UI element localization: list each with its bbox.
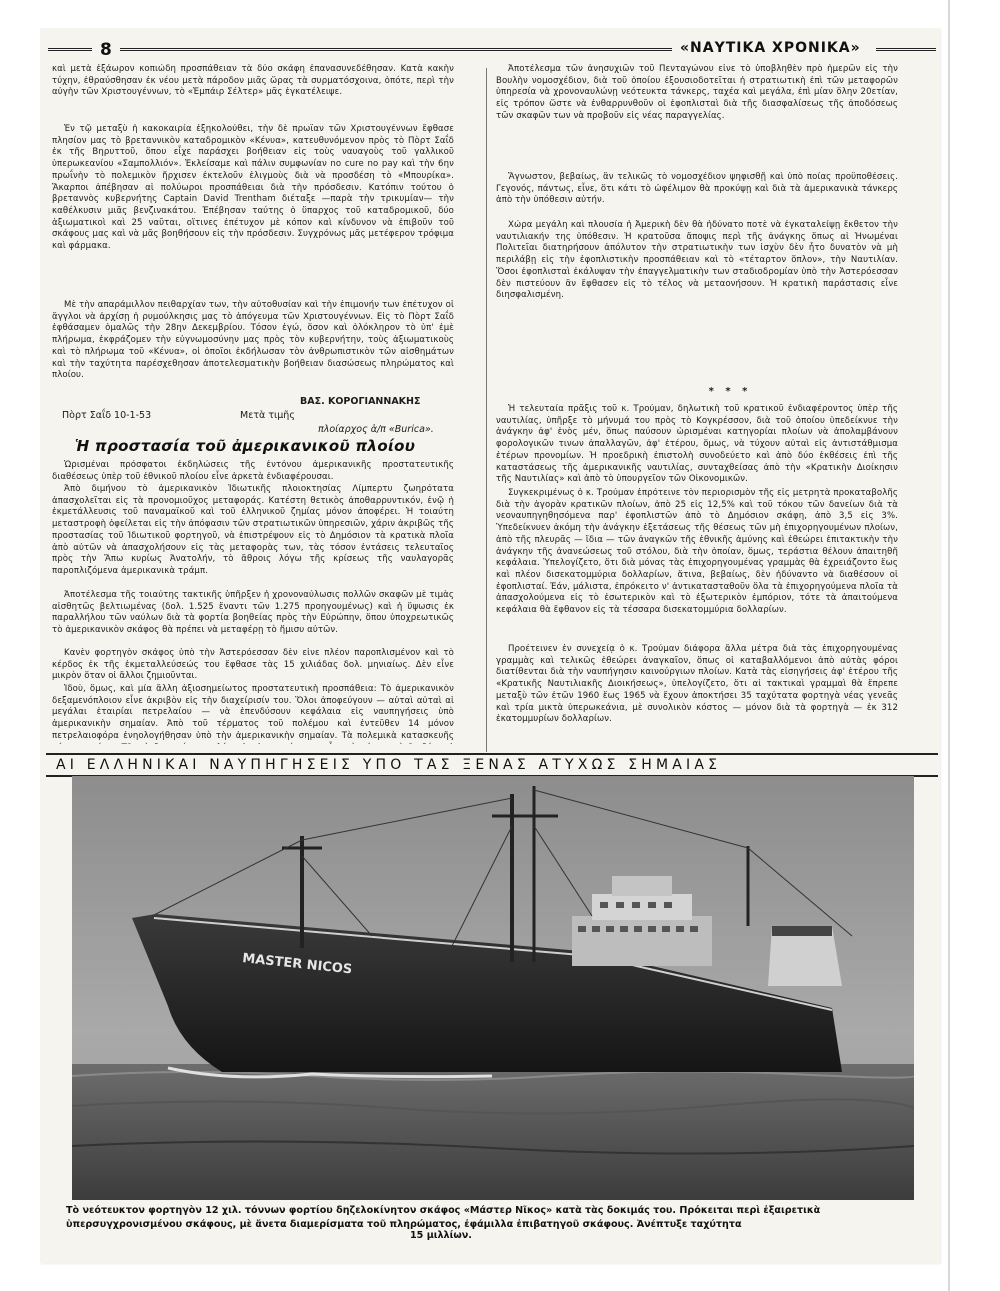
article-left-column (52, 460, 454, 744)
article-paragraph: Ἡ τελευταία πρᾶξις τοῦ κ. Τρούμαν, δηλωτικὴ τοῦ κρατικοῦ ἐνδιαφέροντος ὑπὲρ τῆς ναυτιλίας, ὑπῆρξε τὸ μήνυμά του πρὸς τὸ Κογκρέσσον, διὰ τοῦ ὁποίου ὑπεδείκνυε τὴν ἀνάγκην ἀφ' ἑνὸς μέν, ὅπως παύσουν ὡρισμέναι κατηγορίαι πλοίων νὰ ἀπολαμβάνουν φορολογικῶν τινων ἀπαλλαγῶν, ἀφ' ἑτέρου, ὅμως, νὰ τύχουν αὐταὶ εἰς ἀντιστάθμισμα ἑτέρων προνομίων. Ἡ προεδρικὴ ἐπιστολὴ συνοδεύετο καὶ ἀπὸ δύο ἐκθέσεις ἐπὶ τῆς καταστάσεως τῆς ἀμερικανικῆς ναυτιλίας, συνταχθείσας ἀπὸ τὴν «Κρατικὴν Διοίκησιν τῆς Ναυτιλίας» καὶ ἀπὸ τὸ ὑπουργεῖον τῶν Οἰκονομικῶν. (496, 404, 898, 485)
letter-paragraph: Μὲ τὴν απαράμιλλον πειθαρχίαν των, τὴν αὐτοθυσίαν καὶ τὴν ἐπιμονήν των ἐπέτυχον οἱ ἄγγλοι νὰ ἀρχίσῃ ἡ ρυμούλκησις μας τὸ ἀπόγευμα τῶν Χριστουγέννων. Εἰς τὸ Πὸρτ Σαΐδ ἐφθάσαμεν ὁμαλῶς τὴν 28ην Δεκεμβρίου. Τόσον ἐγώ, ὅσον καὶ ὁλόκληρον τὸ ὑπ' ἐμὲ πλήρωμα, ἐκφράζομεν τὴν εὐγνωμοσύνην μας πρὸς τὸν κυβερνήτην, τοὺς ἀξιωματικοὺς καὶ τὸ πλήρωμα τοῦ «Κένυα», οἱ ὁποῖοι ἐκδήλωσαν τὸν ἀνθρωπιστικὸν τῶν αἰσθημάτων καὶ τὴν ταχύτητα παρέσχεθησαν ἀποτελεσματικὴν βοήθειαν διασώσεως πληρώματος καὶ πλοίου. (52, 300, 454, 381)
article-paragraph: Προέτεινεν ἐν συνεχείᾳ ὁ κ. Τρούμαν διάφορα ἄλλα μέτρα διὰ τὰς ἐπιχορηγουμένας γραμμὰς καὶ τελικῶς ἐθεώρει ἀναγκαῖον, ὅπως οἱ καταβαλλόμενοι ἀπὸ αὐτὰς φόροι διατίθενται διὰ τὴν ναυπήγησιν καινούργιων πλοίων. Κατὰ τὰς εἰσηγήσεις ἀφ' ἑτέρου τῆς «Κρατικῆς Ναυτιλιακῆς Διοικήσεως», ὑπελογίζετο, ὅτι αἱ τακτικαὶ γραμμαὶ θὰ ἔπρεπε μεταξὺ τῶν ἐτῶν 1960 ἕως 1965 νὰ ἔχουν ἀποκτήσει 35 ταχύτατα φορτηγὰ νέας γενεᾶς καὶ τρία μικτὰ ὑπερωκεάνια, μὲ συνολικὸν κόστος — μόνον διὰ τὰ φορτηγὰ — ἐκ 312 ἑκατομμυρίων δολλαρίων. (496, 644, 898, 725)
article-paragraph: Ἰδοὺ, ὅμως, καὶ μία ἄλλη ἀξιοσημείωτος προστατευτικὴ προσπάθεια: Τὸ ἀμερικανικὸν δεξαμενόπλοιον εἶνε ἀκριβὸν εἰς τὴν διαχείρισίν του. Ὅλοι ἀποφεύγουν — αὐταὶ αὐταὶ αἱ μεγάλαι ἑταιρίαι πετρελαίου — νὰ ἐπενδύσουν κεφάλαια εἰς ναυπηγήσεις ὑπὸ ἀμερικανικὴν σημαίαν. Ἀπὸ τοῦ τέρματος τοῦ πολέμου καὶ ἐντεῦθεν 14 μόνον πετρελαιοφόρα ἐνηολογήθησαν ὑπὸ τὴν ἀμερικανικὴν σημαίαν. Τὰ πολεμικὰ κατασκευῆς (52, 684, 454, 741)
hull-name: MASTER NICOS (241, 951, 353, 978)
article-paragraph: Κανὲν φορτηγὸν σκάφος ὑπὸ τὴν Ἀστερόεσσαν δὲν εἶνε πλέον παροπλισμένον καὶ τὸ κέρδος ἐκ τῆς ἐκμεταλλεύσεώς του ἔφθασε τὰς 15 χιλιάδας δολ. μηνιαίως. Δὲν εἶνε μικρὸν ὅταν οἱ ἄλλοι ζημιοῦνται. (52, 648, 454, 682)
section-banner (46, 753, 938, 777)
section-separator: * * * (708, 386, 752, 397)
ship-photo-illustration (72, 776, 914, 1200)
letter-signer-role: πλοίαρχος ἁ/π «Burica». (318, 424, 434, 435)
article-paragraph: Ὡρισμέναι πρόσφατοι ἐκδηλώσεις τῆς ἐντόνου ἀμερικανικῆς προστατευτικῆς διαθέσεως ὑπὲρ τοῦ ἐθνικοῦ πλοίου εἶνε ἀρκετὰ ἐνδιαφέρουσαι. (52, 460, 454, 482)
column-divider (486, 68, 487, 752)
page-number: 8 (100, 40, 112, 60)
header-rule-right (876, 48, 936, 51)
header-rule-left (48, 48, 92, 51)
letter-place-date: Πὸρτ Σαΐδ 10-1-53 (62, 410, 152, 421)
publication-title: «ΝΑΥΤΙΚΑ ΧΡΟΝΙΚΑ» (680, 40, 861, 56)
article-title: Ἡ προστασία τοῦ ἀμερικανικοῦ πλοίου (74, 437, 416, 455)
left-column (52, 64, 454, 404)
article-paragraph: Χώρα μεγάλη καὶ πλουσία ἡ Ἀμερικὴ δὲν θὰ ἠδύνατο ποτὲ νὰ ἐγκαταλείψῃ ἔκθετον τὴν ναυτιλιακήν της ὑπόθεσιν. Ἡ κρατοῦσα ἄποψις περὶ τῆς ἀνάγκης ὅπως αἱ Ἡνωμέναι Πολιτεῖαι διατηρήσουν ἀπόλυτον τὴν στρατιωτικὴν των ἰσχὺν δὲν ἦτο δυνατὸν νὰ μὴ περιλάβῃ εἰς τὴν ἐφοπλιστικὴν προσπάθειαν καὶ τὸ «τέταρτον ὅπλον», τὴν Ναυτιλίαν. Ὅσοι ἐφοπλισταὶ ἐκάλυψαν τὴν ἐπαγγελματικὴν των σταδιοδρομίαν ὑπὸ τὴν Ἀστερόεσσαν δὲν πιστεύουν ἂν ἔφθασεν εἰς τὸ τέλος νὰ μεταονήσουν. Ἡ κρατικὴ παράστασις εἶνε διησφαλισμένη. (496, 220, 898, 301)
right-column-lower (496, 404, 898, 740)
header-rule-middle (120, 48, 672, 51)
letter-paragraph: Ἐν τῷ μεταξὺ ἡ κακοκαιρία ἐξηκολούθει, τὴν δὲ πρωΐαν τῶν Χριστουγέννων ἔφθασε πλησίον μας τὸ βρεταννικὸν καταδρομικὸν «Κένυα», κατευθυνόμενον πρὸς τὸ Πὸρτ Σαΐδ ἐκ τῆς Βηρυττοῦ, ὅπου εἶχε παράσχει βοήθειαν εἰς τοὺς ναυαγοὺς τοῦ γαλλικοῦ ὑπερωκεανίου «Σαμπολλιόν». Ἐκλείσαμε καὶ πάλιν συμφωνίαν no cure no pay καὶ τὴν 6ην πρωΐνὴν τὸ πολεμικὸν ἤρχισεν ἐκτελοῦν ἑλιγμοὺς διὰ νὰ προσδέση τὸ «Μπουρίκα». Ἄκαρποι ἀπέβησαν αἱ πολύωροι προσπάθειαι διὰ τὴν πρόσδεσιν. Κατόπιν τούτου ὁ βρεταννὸς κυβερνήτης Captain David Trentham διέταξε —παρὰ τὴν τρικυμίαν— τὴν καθέλκυσιν μιᾶς βενζινακάτου. Ἐπέβησαν ταύτης ὁ ὕπαρχος τοῦ καταδρομικοῦ, δύο ἀξιωματικοὶ καὶ 25 ναῦται, οἵτινες ἐπέτυχον μὲ κόπον καὶ κίνδυνον νὰ ἐπιβοῦν τοῦ σκάφους μας καὶ νὰ μᾶς βοηθήσουν εἰς τὴν πρόσδεσιν. Συγχρόνως μᾶς μετέφερον τρόφιμα καὶ φάρμακα. (52, 124, 454, 252)
article-paragraph: Ἀποτέλεσμα τῆς τοιαύτης τακτικῆς ὑπῆρξεν ἡ χρονοναύλωσις πολλῶν σκαφῶν μὲ τιμὰς αἰσθητῶς βελτιωμένας (δολ. 1.525 ἔναντι τῶν 1.275 προηγουμένως) καὶ ἡ ὕψωσις ἐκ παραλλήλου τῶν ναύλων διὰ τὰ φορτία βοηθείας πρὸς τὴν Εὐρώπην, ὅπου ὑποχρεωτικῶς τὸ ἀμερικανικὸν σκάφος θὰ πρέπει νὰ μεταφέρῃ τὸ ἥμισυ αὐτῶν. (52, 590, 454, 636)
scan-edge (948, 0, 950, 1291)
photo-caption: Τὸ νεότευκτον φορτηγὸν 12 χιλ. τόννων φορτίου δηζελοκίνητον σκάφος «Μάστερ Νῖκος» κατὰ τὰς δοκιμάς του. Πρόκειται περὶ ἐξαιρετικὰ ὑπερσυγχρονισμένου σκάφους, μὲ ἄνετα διαμερίσματα τοῦ πληρώματος, ἐφάμιλλα ἐπιβατηγοῦ σκάφους. Ἀνέπτυξε ταχύτητα (66, 1205, 821, 1230)
right-column (496, 64, 898, 316)
article-paragraph: Ἄγνωστον, βεβαίως, ἂν τελικῶς τὸ νομοσχέδιον ψηφισθῇ καὶ ὑπὸ ποίας προϋποθέσεις. Γεγονός, πάντως, εἶνε, ὅτι κάτι τὸ ὠφέλιμον θὰ προκύψῃ καὶ διὰ τὰ ἀμερικανικὰ τάνκερς ἀπὸ τὴν ὑπόθεσιν αὐτήν. (496, 172, 898, 206)
article-paragraph: Ἀποτέλεσμα τῶν ἀνησυχιῶν τοῦ Πενταγώνου εἶνε τὸ ὑποβληθὲν πρὸ ἡμερῶν εἰς τὴν Βουλὴν νομοσχέδιον, διὰ τοῦ ὁποίου ἐξουσιοδοτεῖται ἡ στρατιωτικὴ ἐπὶ τῶν μεταφορῶν ὑπηρεσία νὰ χρονοναυλώνῃ νεότευκτα τάνκερς, ταχέα καὶ μεγάλα, ἐπὶ μίαν ὅλην 20ετίαν, εἰς τρόπον ὥστε νὰ ἐνθαρρυνθοῦν οἱ ἐφοπλισταὶ διὰ τῆς διασφαλίσεως τῆς ἀποδόσεως τῶν σκαφῶν των νὰ προβοῦν εἰς νέας παραγγελίας. (496, 64, 898, 121)
photo-caption-end: 15 μιλλίων. (410, 1230, 472, 1241)
banner-title: ΑΙ ΕΛΛΗΝΙΚΑΙ ΝΑΥΠΗΓΗΣΕΙΣ ΥΠΟ ΤΑΣ ΞΕΝΑΣ ΑΤΥΧΩΣ ΣΗΜΑΙΑΣ (56, 757, 722, 773)
letter-signer-name: ΒΑΣ. ΚΟΡΟΓΙΑΝΝΑΚΗΣ (300, 396, 421, 407)
letter-paragraph: καὶ μετὰ ἐξάωρον κοπιώδη προσπάθειαν τὰ δύο σκάφη ἐπανασυνεδέθησαν. Κατὰ κακὴν τύχην, ἐθραύσθησαν ἐκ νέου μετὰ πάροδον μιᾶς ὥρας τὰ συρματόσχοινα, ὁπότε, περὶ τὴν αὐγὴν τῶν Χριστουγέννων, τὸ «Ἐμπάιρ Σέλτερ» μᾶς ἐγκατέλειψε. (52, 64, 454, 98)
ship-photograph (72, 776, 914, 1200)
article-paragraph: Συγκεκριμένως ὁ κ. Τρούμαν ἐπρότεινε τὸν περιορισμὸν τῆς εἰς μετρητὰ προκαταβολῆς διὰ τὴν ἀγορὰν κρατικῶν πλοίων, ἀπὸ 25 εἰς 12,5% καὶ τοῦ τόκου τῶν δανείων διὰ τὰ νεοναυπηγηθησόμενα παρ' ἐφοπλιστῶν ἀπὸ τὸ Δημόσιον σκάφη, ἀπὸ 3,5 εἰς 3%. Ὑπεδείκνυεν ἀκόμη τὴν ἀνάγκην ἐξετάσεως τῆς θέσεως τῶν μὴ ἐπιχορηγουμένων πλοίων, ἀπὸ τῆς πλευρᾶς — ἴδια — τῶν ἀναγκῶν τῆς ἐθνικῆς ἀμύνης καὶ ἐθεώρει ἐπιτακτικὴν τὴν ἀνάγκην τῆς ἀνανεώσεως τοῦ στόλου, διὰ τὴν ὁποίαν, ὅμως, τεράστια θέλουν ἀπαιτηθῆ κεφάλαια. Ὑπελογίζετο, ὅτι διὰ μόνας τὰς ἐπιχορηγουμένας γραμμὰς θὰ ἐχρειάζοντο ἕως καὶ πλέον δισεκατομμύρια δολλαρίων, ἅτινα, βεβαίως, δὲν ἠδύναντο νὰ διαθέσουν οἱ ἐφοπλισταί. Ἐάν, μάλιστα, ἐπρόκειτο ν' ἀντικατασταθοῦν ὅλα τὰ ἐπιχορηγούμενα πλοῖα τὰ ἀπασχολούμενα εἰς τὸ ἐσωτερικὸν καὶ τὸ ἐξωτερικὸν ἐμπόριον, τότε τὰ ἀπαιτούμενα κεφάλαια θὰ ἔφθανον εἰς τὰ τέσσαρα δισεκατομμύρια δολλαρίων. (496, 488, 898, 616)
letter-closing: Μετὰ τιμῆς (240, 410, 295, 421)
article-paragraph: Ἀπὸ διμήνου τὸ ἀμερικανικὸν Ἰδιωτικῆς πλοιοκτησίας Λίμπερτυ ζωηρότατα ἀπασχολεῖται εἰς τὰ προνομιοῦχος μεταφοράς. Κατέστη θετικὸς ἀποθαρρυντικόν, ἐνῷ ἡ ἐκμετάλλευσις τοῦ παναμαϊκοῦ καὶ τοῦ ἑλληνικοῦ ζημίας μόνον ἀποφέρει. Ἡ τοιαύτη μεταστροφὴ ὀφείλεται εἰς τὴν ἀπόφασιν τῶν στρατιωτικῶν ὑπηρεσιῶν, χάριν ἀκριβῶς τῆς προστασίας τοῦ Ἰδιωτικοῦ φορτηγοῦ, νὰ ἐπιστρέψουν εἰς τὸ Δημόσιον τὰ κρατικὰ πλοῖα ἀπὸ αὐτῶν νὰ ἀπασχολήσουν εἰς τὰς μεταφορὰς των, τὰς τόσον ἐντάσεις τελευταῖος πρὸς τὴν Ἄπω κυρίως Ἀνατολήν, τὸ ἄθροις λόγω τῆς κρίσεως τῆς ναυλαγορᾶς παροπλιζόμενα ἀμερικανικὰ τράμπ. (52, 484, 454, 576)
